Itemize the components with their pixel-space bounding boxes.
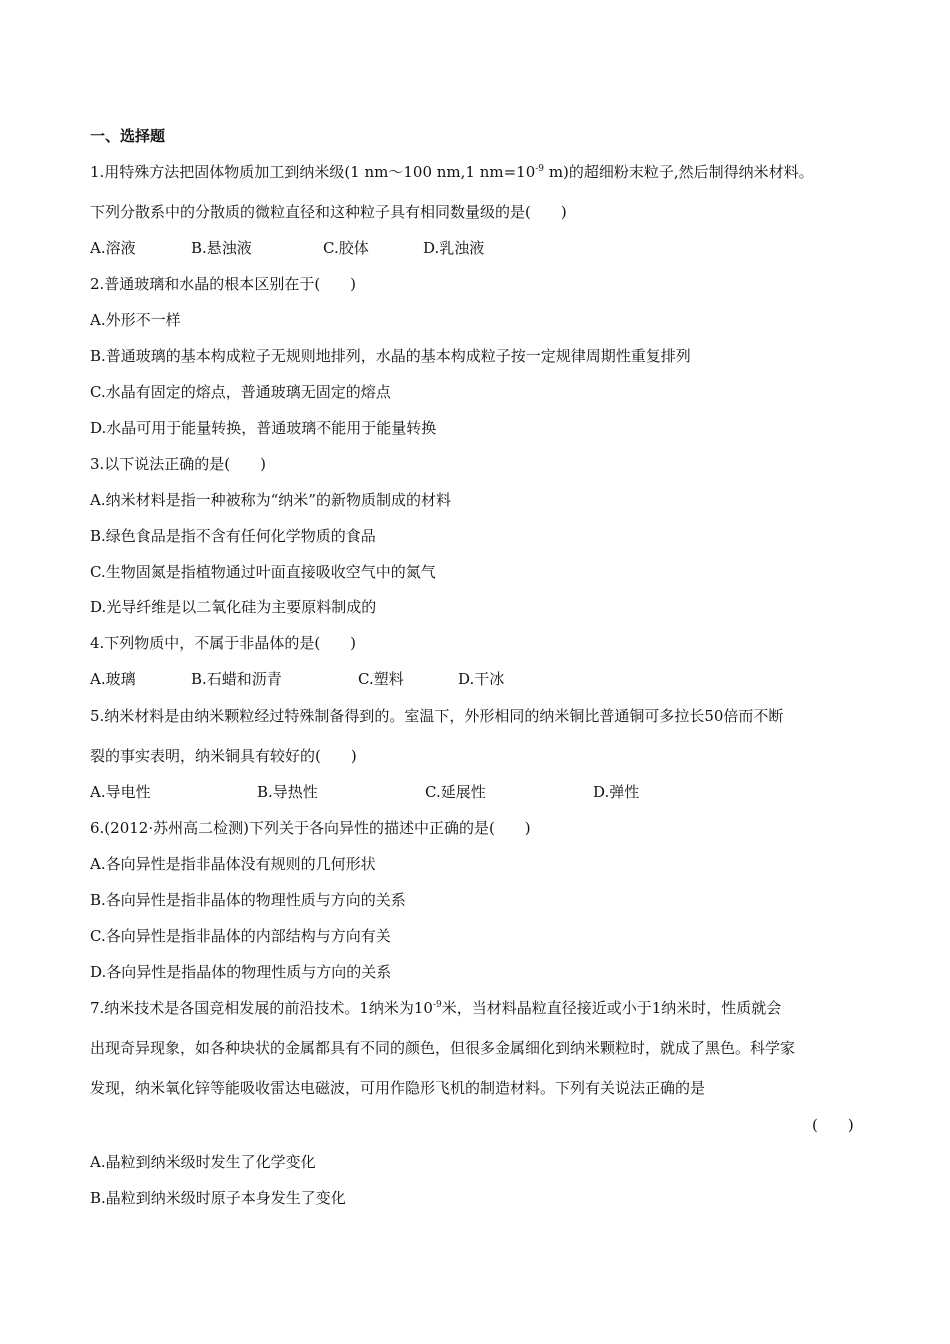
q1-options — [90, 238, 484, 258]
q6-option-b[interactable]: B.各向异性是指非晶体的物理性质与方向的关系 — [90, 891, 406, 909]
q7-option-b[interactable]: B.晶粒到纳米级时原子本身发生了变化 — [90, 1189, 346, 1207]
q3-option-a[interactable]: A.纳米材料是指一种被称为“纳米”的新物质制成的材料 — [90, 491, 451, 509]
q7-answer-blank: ( ) — [812, 1116, 854, 1134]
q4-option-c[interactable]: C.塑料 — [358, 670, 404, 688]
q5-option-c[interactable]: C.延展性 — [425, 783, 486, 801]
q7-stem-line3: 发现，纳米氧化锌等能吸收雷达电磁波，可用作隐形飞机的制造材料。下列有关说法正确的是 — [90, 1079, 706, 1097]
q4-stem: 4.下列物质中，不属于非晶体的是( ) — [90, 634, 357, 652]
q1-stem-line1: 1.用特殊方法把固体物质加工到纳米级(1 nm～100 nm,1 $nm=10^{-9}$ m)的超细粉末粒子,然后制得纳米材料。 — [90, 163, 814, 181]
q4-options — [90, 669, 504, 689]
q2-option-d[interactable]: D.水晶可用于能量转换，普通玻璃不能用于能量转换 — [90, 419, 437, 437]
q5-stem-line1: 5.纳米材料是由纳米颗粒经过特殊制备得到的。室温下，外形相同的纳米铜比普通铜可多拉长50倍而不断 — [90, 707, 784, 725]
q7-option-a[interactable]: A.晶粒到纳米级时发生了化学变化 — [90, 1153, 316, 1171]
q6-stem: 6.(2012·苏州高二检测)下列关于各向异性的描述中正确的是( ) — [90, 819, 531, 837]
q5-option-a[interactable]: A.导电性 — [90, 783, 151, 801]
q3-option-d[interactable]: D.光导纤维是以二氧化硅为主要原料制成的 — [90, 598, 377, 616]
q5-option-d[interactable]: D.弹性 — [593, 783, 640, 801]
q6-option-c[interactable]: C.各向异性是指非晶体的内部结构与方向有关 — [90, 927, 391, 945]
q1-option-b[interactable]: B.悬浊液 — [191, 239, 252, 257]
section-title: 一、选择题 — [90, 127, 166, 145]
q7-stem-line2: 出现奇异现象，如各种块状的金属都具有不同的颜色，但很多金属细化到纳米颗粒时，就成了黑色。科学家 — [90, 1039, 796, 1057]
q1-option-a[interactable]: A.溶液 — [90, 239, 136, 257]
q5-option-b[interactable]: B.导热性 — [257, 783, 318, 801]
q1-option-d[interactable]: D.乳浊液 — [423, 239, 485, 257]
q2-option-a[interactable]: A.外形不一样 — [90, 311, 181, 329]
q3-option-c[interactable]: C.生物固氮是指植物通过叶面直接吸收空气中的氮气 — [90, 563, 436, 581]
q7-stem-line1: 7.纳米技术是各国竞相发展的前沿技术。1纳米为$10^{-9}$米，当材料晶粒直径接近或小于1纳米时，性质就会 — [90, 999, 782, 1017]
q6-option-a[interactable]: A.各向异性是指非晶体没有规则的几何形状 — [90, 855, 376, 873]
q2-option-c[interactable]: C.水晶有固定的熔点，普通玻璃无固定的熔点 — [90, 383, 391, 401]
q2-stem: 2.普通玻璃和水晶的根本区别在于( ) — [90, 275, 357, 293]
q7-exponent: -9 — [432, 1000, 442, 1010]
q1-stem-line2: 下列分散系中的分散质的微粒直径和这种粒子具有相同数量级的是( ) — [90, 203, 567, 221]
q4-option-a[interactable]: A.玻璃 — [90, 670, 136, 688]
q4-option-d[interactable]: D.干冰 — [458, 670, 505, 688]
q5-options — [90, 782, 639, 802]
q5-stem-line2: 裂的事实表明，纳米铜具有较好的( ) — [90, 747, 357, 765]
q1-option-c[interactable]: C.胶体 — [323, 239, 369, 257]
q4-option-b[interactable]: B.石蜡和沥青 — [191, 670, 282, 688]
q3-option-b[interactable]: B.绿色食品是指不含有任何化学物质的食品 — [90, 527, 376, 545]
q3-stem: 3.以下说法正确的是( ) — [90, 455, 267, 473]
q6-option-d[interactable]: D.各向异性是指晶体的物理性质与方向的关系 — [90, 963, 392, 981]
q2-option-b[interactable]: B.普通玻璃的基本构成粒子无规则地排列，水晶的基本构成粒子按一定规律周期性重复排列 — [90, 347, 691, 365]
q1-exponent: -9 — [535, 164, 545, 174]
